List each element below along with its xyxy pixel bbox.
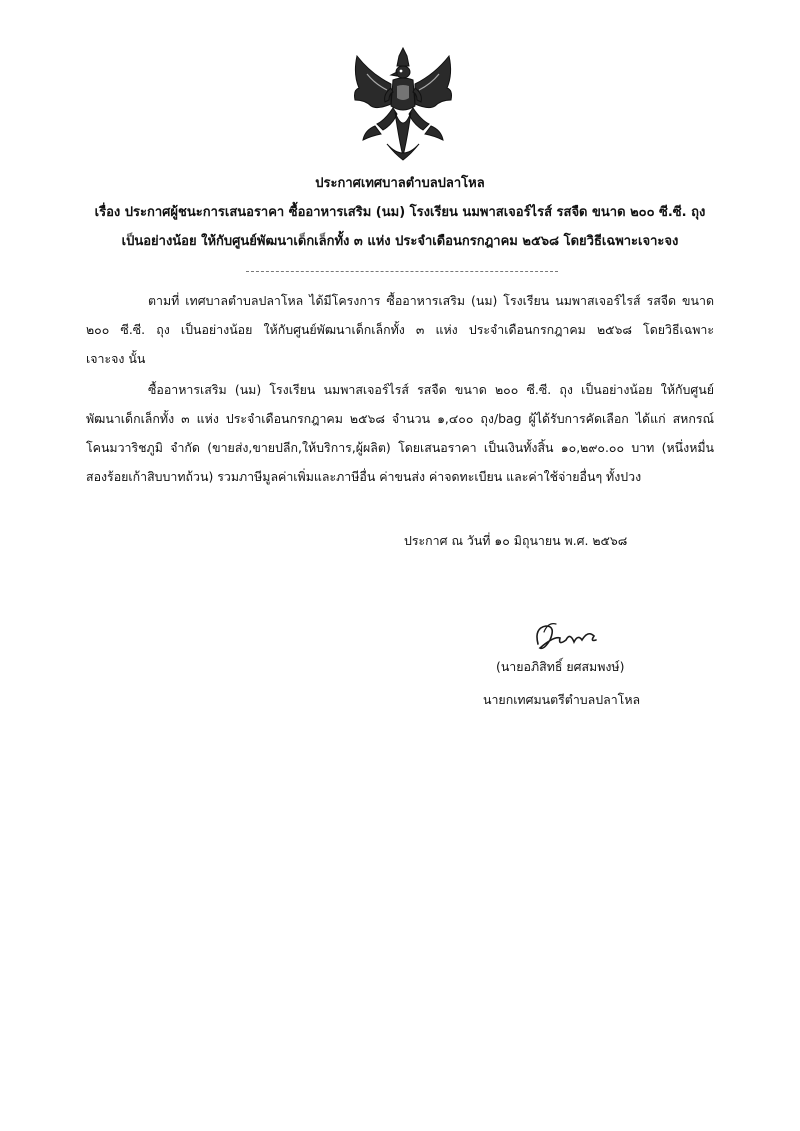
signatory-position: นายกเทศมนตรีตำบลปลาโหล xyxy=(483,692,641,707)
paragraph-2-line-4: สองร้อยเก้าสิบบาทถ้วน) รวมภาษีมูลค่าเพิ่มและภาษีอื่น ค่าขนส่ง ค่าจดทะเบียน และค่าใช้จ่ายอื่นๆ ทั้งปวง xyxy=(86,469,642,484)
signatory-name: (นายอภิสิทธิ์ ยศสมพงษ์) xyxy=(496,659,625,674)
paragraph-1-line-1: ตามที่ เทศบาลตำบลปลาโหล ได้มีโครงการ ซื้ออาหารเสริม (นม) โรงเรียน นมพาสเจอร์ไรส์ รสจืด ขนาด xyxy=(148,293,714,308)
announce-date: ประกาศ ณ วันที่ ๑๐ มิถุนายน พ.ศ. ๒๕๖๘ xyxy=(404,533,628,548)
paragraph-1-line-3: เจาะจง นั้น xyxy=(86,351,146,366)
subject-line-2: เป็นอย่างน้อย ให้กับศูนย์พัฒนาเด็กเล็กทั้ง ๓ แห่ง ประจำเดือนกรกฎาคม ๒๕๖๘ โดยวิธีเฉพาะเจาะจง xyxy=(121,234,679,249)
announcement-title: ประกาศเทศบาลตำบลปลาโหล xyxy=(315,176,485,191)
paragraph-2-line-1: ซื้ออาหารเสริม (นม) โรงเรียน นมพาสเจอร์ไรส์ รสจืด ขนาด ๒๐๐ ซี.ซี. ถุง เป็นอย่างน้อย ให้กับศูนย์ xyxy=(148,382,714,397)
subject-line-1: เรื่อง ประกาศผู้ชนะการเสนอราคา ซื้ออาหารเสริม (นม) โรงเรียน นมพาสเจอร์ไรส์ รสจืด ขนาด ๒๐๐ ซี.ซี. ถุง xyxy=(94,205,706,220)
paragraph-2-line-2: พัฒนาเด็กเล็กทั้ง ๓ แห่ง ประจำเดือนกรกฎาคม ๒๕๖๘ จำนวน ๑,๔๐๐ ถุง/bag ผู้ได้รับการคัดเลือก ได้แก่ สหกรณ์ xyxy=(86,411,714,426)
divider-line xyxy=(246,271,558,272)
paragraph-2-line-3: โคนมวาริชภูมิ จำกัด (ขายส่ง,ขายปลีก,ให้บริการ,ผู้ผลิต) โดยเสนอราคา เป็นเงินทั้งสิ้น ๑๐,๒๙๐.๐๐ บาท (หนึ่งหมื่น xyxy=(86,440,714,455)
garuda-emblem-icon xyxy=(347,44,459,166)
signature-mark xyxy=(530,618,602,658)
paragraph-1-line-2: ๒๐๐ ซี.ซี. ถุง เป็นอย่างน้อย ให้กับศูนย์พัฒนาเด็กเล็กทั้ง ๓ แห่ง ประจำเดือนกรกฎาคม ๒๕๖๘ โดยวิธีเฉพาะ xyxy=(86,322,714,337)
